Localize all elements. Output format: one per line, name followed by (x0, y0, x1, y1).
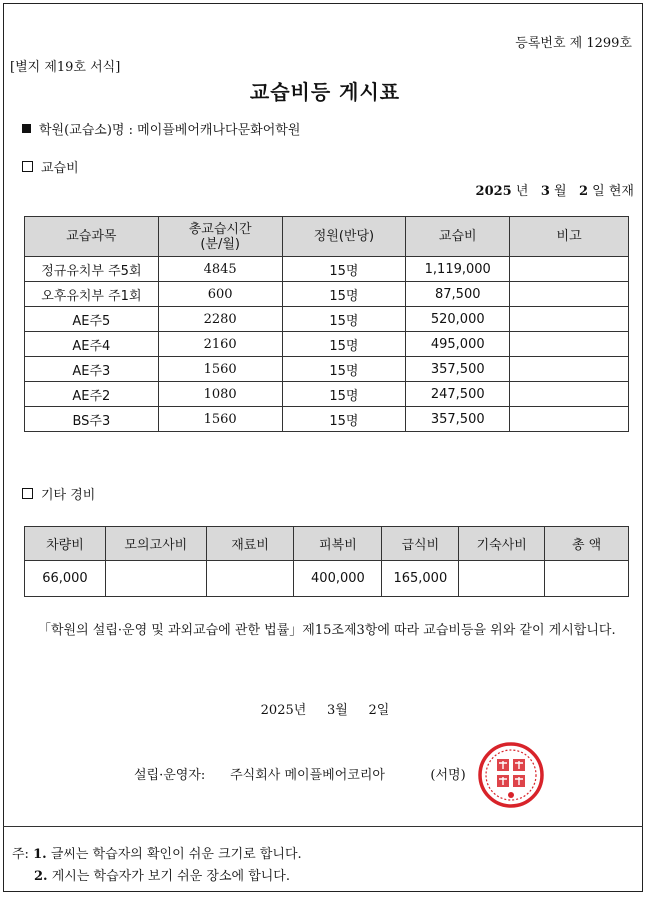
checkbox-square-icon (22, 488, 33, 499)
table-row: BS주3 1560 15명 357,500 (25, 407, 629, 432)
table-row: AE주5 2280 15명 520,000 (25, 307, 629, 332)
col-total: 총 액 (545, 527, 629, 561)
col-dormitory: 기숙사비 (459, 527, 545, 561)
page-title: 교습비등 게시표 (249, 80, 401, 104)
col-vehicle: 차량비 (25, 527, 106, 561)
filled-square-icon (22, 124, 31, 133)
table-row: 정규유치부 주5회 4845 15명 1,119,000 (25, 257, 629, 282)
section-other-expenses-heading: 기타 경비 (22, 484, 95, 503)
col-materials: 재료비 (206, 527, 294, 561)
signature-label: (서명) (430, 768, 466, 783)
tuition-table (24, 216, 629, 432)
note-2: 2. 게시는 학습자가 보기 쉬운 장소에 합니다. (34, 869, 290, 884)
table-row: AE주4 2160 15명 495,000 (25, 332, 629, 357)
col-capacity: 정원(반당) (282, 217, 406, 257)
table-row: 66,000 400,000 165,000 (25, 561, 629, 597)
checkbox-square-icon (22, 161, 33, 172)
legal-notice: 「학원의 설립·운영 및 과외교습에 관한 법률」제15조제3항에 따라 교습비등을 위와 같이 게시합니다. (38, 623, 616, 638)
col-remarks: 비고 (510, 217, 629, 257)
company-seal-stamp (477, 741, 545, 809)
note-1: 주: 1. 글씨는 학습자의 확인이 쉬운 크기로 합니다. (12, 847, 302, 862)
col-fee: 교습비 (406, 217, 510, 257)
signing-date: 2025년 3월 2일 (260, 703, 390, 718)
table-row: AE주3 1560 15명 357,500 (25, 357, 629, 382)
registration-number: 등록번호 제 1299호 (515, 36, 632, 51)
section-tuition-heading: 교습비 (22, 157, 79, 176)
academy-name: 학원(교습소)명 : 메이플베어캐나다문화어학원 (39, 123, 301, 138)
table-row: 오후유치부 주1회 600 15명 87,500 (25, 282, 629, 307)
col-total-time: 총교습시간 (분/월) (158, 217, 282, 257)
divider (3, 826, 643, 827)
table-row: AE주2 1080 15명 247,500 (25, 382, 629, 407)
founder-name: 주식회사 메이플베어코리아 (230, 768, 385, 783)
as-of-date: 2025 년 3 월 2 일 현재 (475, 184, 634, 199)
col-clothing: 피복비 (294, 527, 382, 561)
col-subject: 교습과목 (25, 217, 159, 257)
col-mock-exam: 모의고사비 (105, 527, 206, 561)
form-number: [별지 제19호 서식] (10, 60, 121, 75)
col-meals: 급식비 (382, 527, 459, 561)
academy-name-line (22, 119, 300, 138)
other-expenses-table (24, 526, 629, 597)
founder-line: 설립·운영자: 주식회사 메이플베어코리아 (서명) (134, 768, 466, 783)
